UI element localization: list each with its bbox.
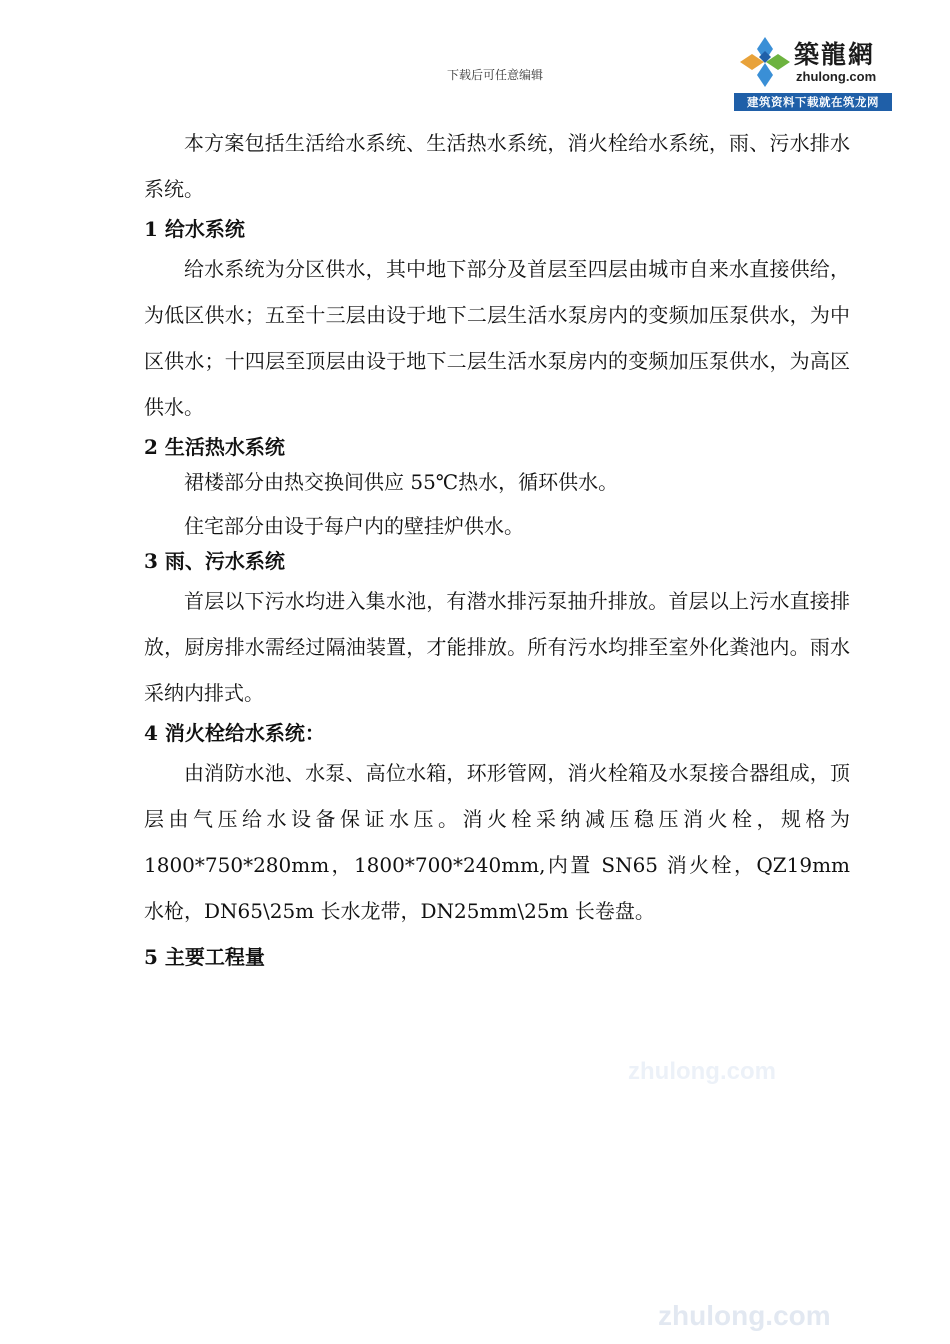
watermark-mid: zhulong.com [628,1058,776,1085]
logo-domain: zhulong.com [796,69,877,84]
intro-paragraph: 本方案包括生活给水系统、生活热水系统，消火栓给水系统，雨、污水排水系统。 [144,131,850,201]
section-paragraph: 首层以下污水均进入集水池，有潜水排污泵抽升排放。首层以上污水直接排放，厨房排水需经过隔油装置，才能排放。所有污水均排至室外化粪池内。雨水采纳内排式。 [144,589,850,705]
section-title-hot-water: 2 生活热水系统 [144,435,285,459]
section-title-water-supply: 1 给水系统 [144,217,245,241]
section-paragraph: 给水系统为分区供水，其中地下部分及首层至四层由城市自来水直接供给，为低区供水；五至十三层由设于地下二层生活水泵房内的变频加压泵供水，为中区供水；十四层至顶层由设于地下二层生活水泵房内的变频加压泵供水，为高区供水。 [144,257,850,419]
logo-name-cn: 築龍網 [794,40,876,69]
document-body [144,120,850,974]
section-paragraph: 裙楼部分由热交换间供应 55℃热水，循环供水。 [184,470,619,494]
header-note: 下载后可任意编辑 [446,68,543,82]
logo-emblem-icon [736,33,794,91]
section-title-drainage: 3 雨、污水系统 [144,549,285,573]
section-title-quantities: 5 主要工程量 [144,945,265,969]
section-paragraph: 由消防水池、水泵、高位水箱，环形管网，消火栓箱及水泵接合器组成，顶层由气压给水设备保证水压。消火栓采纳减压稳压消火栓，规格为 1800*750*280mm，1800*700*240mm,内置 SN65 消火栓，QZ19mm 水枪，DN65\25m 长水龙带，DN25mm\25m 长卷盘。 [144,761,850,923]
section-paragraph: 住宅部分由设于每户内的壁挂炉供水。 [184,514,524,538]
logo-slogan: 建筑资料下载就在筑龙网 [734,93,892,111]
zhulong-logo [734,33,892,111]
section-title-fire-hydrant: 4 消火栓给水系统： [144,721,325,745]
watermark-bottom: zhulong.com [658,1300,831,1331]
